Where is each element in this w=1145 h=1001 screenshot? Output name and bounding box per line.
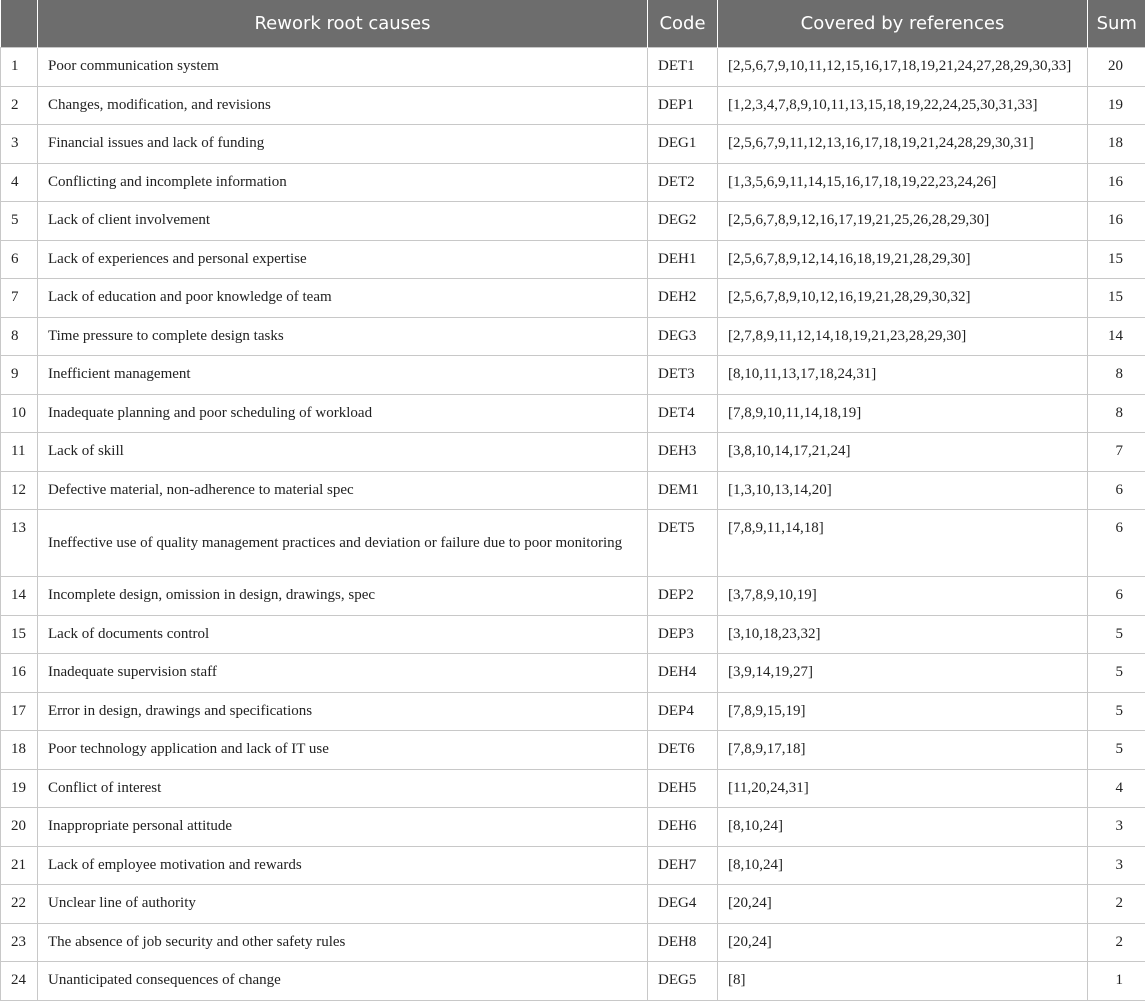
row-number-cell: 15	[1, 615, 38, 654]
code-cell: DET6	[648, 731, 718, 770]
table-row	[1, 125, 1145, 164]
table-row	[1, 615, 1145, 654]
sum-cell: 6	[1088, 471, 1145, 510]
root-cause-cell: Ineffective use of quality management practices and deviation or failure due to poor monitoring	[38, 510, 648, 577]
root-cause-cell: Unanticipated consequences of change	[38, 962, 648, 1001]
root-cause-cell: Defective material, non-adherence to material spec	[38, 471, 648, 510]
table-row	[1, 471, 1145, 510]
header-number	[1, 0, 38, 48]
root-cause-cell: Lack of education and poor knowledge of team	[38, 279, 648, 318]
code-cell: DEG1	[648, 125, 718, 164]
code-cell: DET2	[648, 163, 718, 202]
table-row	[1, 394, 1145, 433]
sum-cell: 20	[1088, 48, 1145, 87]
root-cause-cell: Lack of documents control	[38, 615, 648, 654]
sum-cell: 14	[1088, 317, 1145, 356]
root-cause-cell: The absence of job security and other safety rules	[38, 923, 648, 962]
row-number-cell: 1	[1, 48, 38, 87]
code-cell: DEG4	[648, 885, 718, 924]
code-cell: DEH8	[648, 923, 718, 962]
row-number-cell: 3	[1, 125, 38, 164]
sum-cell: 8	[1088, 356, 1145, 395]
root-cause-cell: Lack of experiences and personal expertise	[38, 240, 648, 279]
root-cause-cell: Conflicting and incomplete information	[38, 163, 648, 202]
row-number-cell: 8	[1, 317, 38, 356]
sum-cell: 3	[1088, 846, 1145, 885]
code-cell: DEH6	[648, 808, 718, 847]
code-cell: DEH7	[648, 846, 718, 885]
root-cause-cell: Unclear line of authority	[38, 885, 648, 924]
table-row	[1, 510, 1145, 577]
table-row	[1, 86, 1145, 125]
row-number-cell: 21	[1, 846, 38, 885]
table-row	[1, 769, 1145, 808]
table-row	[1, 240, 1145, 279]
references-cell: [2,5,6,7,8,9,12,14,16,18,19,21,28,29,30]	[718, 240, 1088, 279]
row-number-cell: 20	[1, 808, 38, 847]
root-cause-cell: Poor technology application and lack of IT use	[38, 731, 648, 770]
row-number-cell: 7	[1, 279, 38, 318]
sum-cell: 7	[1088, 433, 1145, 472]
row-number-cell: 19	[1, 769, 38, 808]
table-row	[1, 654, 1145, 693]
root-cause-cell: Lack of skill	[38, 433, 648, 472]
references-cell: [3,7,8,9,10,19]	[718, 577, 1088, 616]
header-rework-root-causes: Rework root causes	[38, 0, 648, 48]
row-number-cell: 5	[1, 202, 38, 241]
table-row	[1, 962, 1145, 1001]
table-row	[1, 885, 1145, 924]
row-number-cell: 12	[1, 471, 38, 510]
header-covered-by-references: Covered by references	[718, 0, 1088, 48]
sum-cell: 6	[1088, 510, 1145, 577]
code-cell: DEH2	[648, 279, 718, 318]
root-cause-cell: Lack of employee motivation and rewards	[38, 846, 648, 885]
sum-cell: 15	[1088, 279, 1145, 318]
code-cell: DEH4	[648, 654, 718, 693]
root-cause-cell: Time pressure to complete design tasks	[38, 317, 648, 356]
root-cause-cell: Inadequate supervision staff	[38, 654, 648, 693]
references-cell: [2,5,6,7,9,11,12,13,16,17,18,19,21,24,28,29,30,31]	[718, 125, 1088, 164]
sum-cell: 8	[1088, 394, 1145, 433]
code-cell: DEM1	[648, 471, 718, 510]
table-body	[1, 48, 1145, 1001]
code-cell: DEG5	[648, 962, 718, 1001]
table-row	[1, 846, 1145, 885]
references-cell: [1,2,3,4,7,8,9,10,11,13,15,18,19,22,24,25,30,31,33]	[718, 86, 1088, 125]
sum-cell: 18	[1088, 125, 1145, 164]
sum-cell: 16	[1088, 163, 1145, 202]
references-cell: [1,3,5,6,9,11,14,15,16,17,18,19,22,23,24,26]	[718, 163, 1088, 202]
references-cell: [1,3,10,13,14,20]	[718, 471, 1088, 510]
references-cell: [8]	[718, 962, 1088, 1001]
table-header	[1, 0, 1145, 48]
sum-cell: 2	[1088, 885, 1145, 924]
references-cell: [3,8,10,14,17,21,24]	[718, 433, 1088, 472]
row-number-cell: 14	[1, 577, 38, 616]
code-cell: DET1	[648, 48, 718, 87]
references-cell: [7,8,9,10,11,14,18,19]	[718, 394, 1088, 433]
table-row	[1, 356, 1145, 395]
root-cause-cell: Inappropriate personal attitude	[38, 808, 648, 847]
root-cause-cell: Changes, modification, and revisions	[38, 86, 648, 125]
root-cause-cell: Inadequate planning and poor scheduling of workload	[38, 394, 648, 433]
sum-cell: 5	[1088, 731, 1145, 770]
sum-cell: 2	[1088, 923, 1145, 962]
code-cell: DEP4	[648, 692, 718, 731]
sum-cell: 6	[1088, 577, 1145, 616]
code-cell: DET5	[648, 510, 718, 577]
references-cell: [2,5,6,7,8,9,12,16,17,19,21,25,26,28,29,30]	[718, 202, 1088, 241]
table-row	[1, 279, 1145, 318]
row-number-cell: 24	[1, 962, 38, 1001]
root-cause-cell: Inefficient management	[38, 356, 648, 395]
root-cause-cell: Error in design, drawings and specifications	[38, 692, 648, 731]
sum-cell: 19	[1088, 86, 1145, 125]
references-cell: [8,10,24]	[718, 808, 1088, 847]
row-number-cell: 23	[1, 923, 38, 962]
row-number-cell: 18	[1, 731, 38, 770]
references-cell: [7,8,9,11,14,18]	[718, 510, 1088, 577]
table-row	[1, 433, 1145, 472]
references-cell: [11,20,24,31]	[718, 769, 1088, 808]
header-row	[1, 0, 1145, 48]
references-cell: [20,24]	[718, 923, 1088, 962]
code-cell: DEP1	[648, 86, 718, 125]
row-number-cell: 2	[1, 86, 38, 125]
sum-cell: 4	[1088, 769, 1145, 808]
code-cell: DEG3	[648, 317, 718, 356]
table-row	[1, 577, 1145, 616]
row-number-cell: 9	[1, 356, 38, 395]
code-cell: DEH5	[648, 769, 718, 808]
references-cell: [3,9,14,19,27]	[718, 654, 1088, 693]
table-row	[1, 202, 1145, 241]
row-number-cell: 10	[1, 394, 38, 433]
row-number-cell: 11	[1, 433, 38, 472]
code-cell: DEP3	[648, 615, 718, 654]
code-cell: DET3	[648, 356, 718, 395]
sum-cell: 1	[1088, 962, 1145, 1001]
table-row	[1, 731, 1145, 770]
references-cell: [8,10,11,13,17,18,24,31]	[718, 356, 1088, 395]
references-cell: [2,5,6,7,9,10,11,12,15,16,17,18,19,21,24,27,28,29,30,33]	[718, 48, 1088, 87]
header-code: Code	[648, 0, 718, 48]
sum-cell: 5	[1088, 654, 1145, 693]
references-cell: [8,10,24]	[718, 846, 1088, 885]
code-cell: DEG2	[648, 202, 718, 241]
sum-cell: 5	[1088, 615, 1145, 654]
row-number-cell: 16	[1, 654, 38, 693]
table-row	[1, 692, 1145, 731]
sum-cell: 3	[1088, 808, 1145, 847]
table-row	[1, 317, 1145, 356]
table-row	[1, 923, 1145, 962]
root-cause-cell: Lack of client involvement	[38, 202, 648, 241]
table-row	[1, 48, 1145, 87]
sum-cell: 15	[1088, 240, 1145, 279]
references-cell: [7,8,9,17,18]	[718, 731, 1088, 770]
root-cause-cell: Poor communication system	[38, 48, 648, 87]
references-cell: [2,5,6,7,8,9,10,12,16,19,21,28,29,30,32]	[718, 279, 1088, 318]
code-cell: DEH1	[648, 240, 718, 279]
references-cell: [20,24]	[718, 885, 1088, 924]
row-number-cell: 4	[1, 163, 38, 202]
row-number-cell: 22	[1, 885, 38, 924]
table-row	[1, 808, 1145, 847]
references-cell: [7,8,9,15,19]	[718, 692, 1088, 731]
row-number-cell: 6	[1, 240, 38, 279]
code-cell: DET4	[648, 394, 718, 433]
references-cell: [2,7,8,9,11,12,14,18,19,21,23,28,29,30]	[718, 317, 1088, 356]
table-row	[1, 163, 1145, 202]
references-cell: [3,10,18,23,32]	[718, 615, 1088, 654]
sum-cell: 16	[1088, 202, 1145, 241]
header-sum: Sum	[1088, 0, 1145, 48]
code-cell: DEH3	[648, 433, 718, 472]
row-number-cell: 13	[1, 510, 38, 577]
sum-cell: 5	[1088, 692, 1145, 731]
code-cell: DEP2	[648, 577, 718, 616]
root-cause-cell: Conflict of interest	[38, 769, 648, 808]
row-number-cell: 17	[1, 692, 38, 731]
root-cause-cell: Financial issues and lack of funding	[38, 125, 648, 164]
root-cause-cell: Incomplete design, omission in design, drawings, spec	[38, 577, 648, 616]
